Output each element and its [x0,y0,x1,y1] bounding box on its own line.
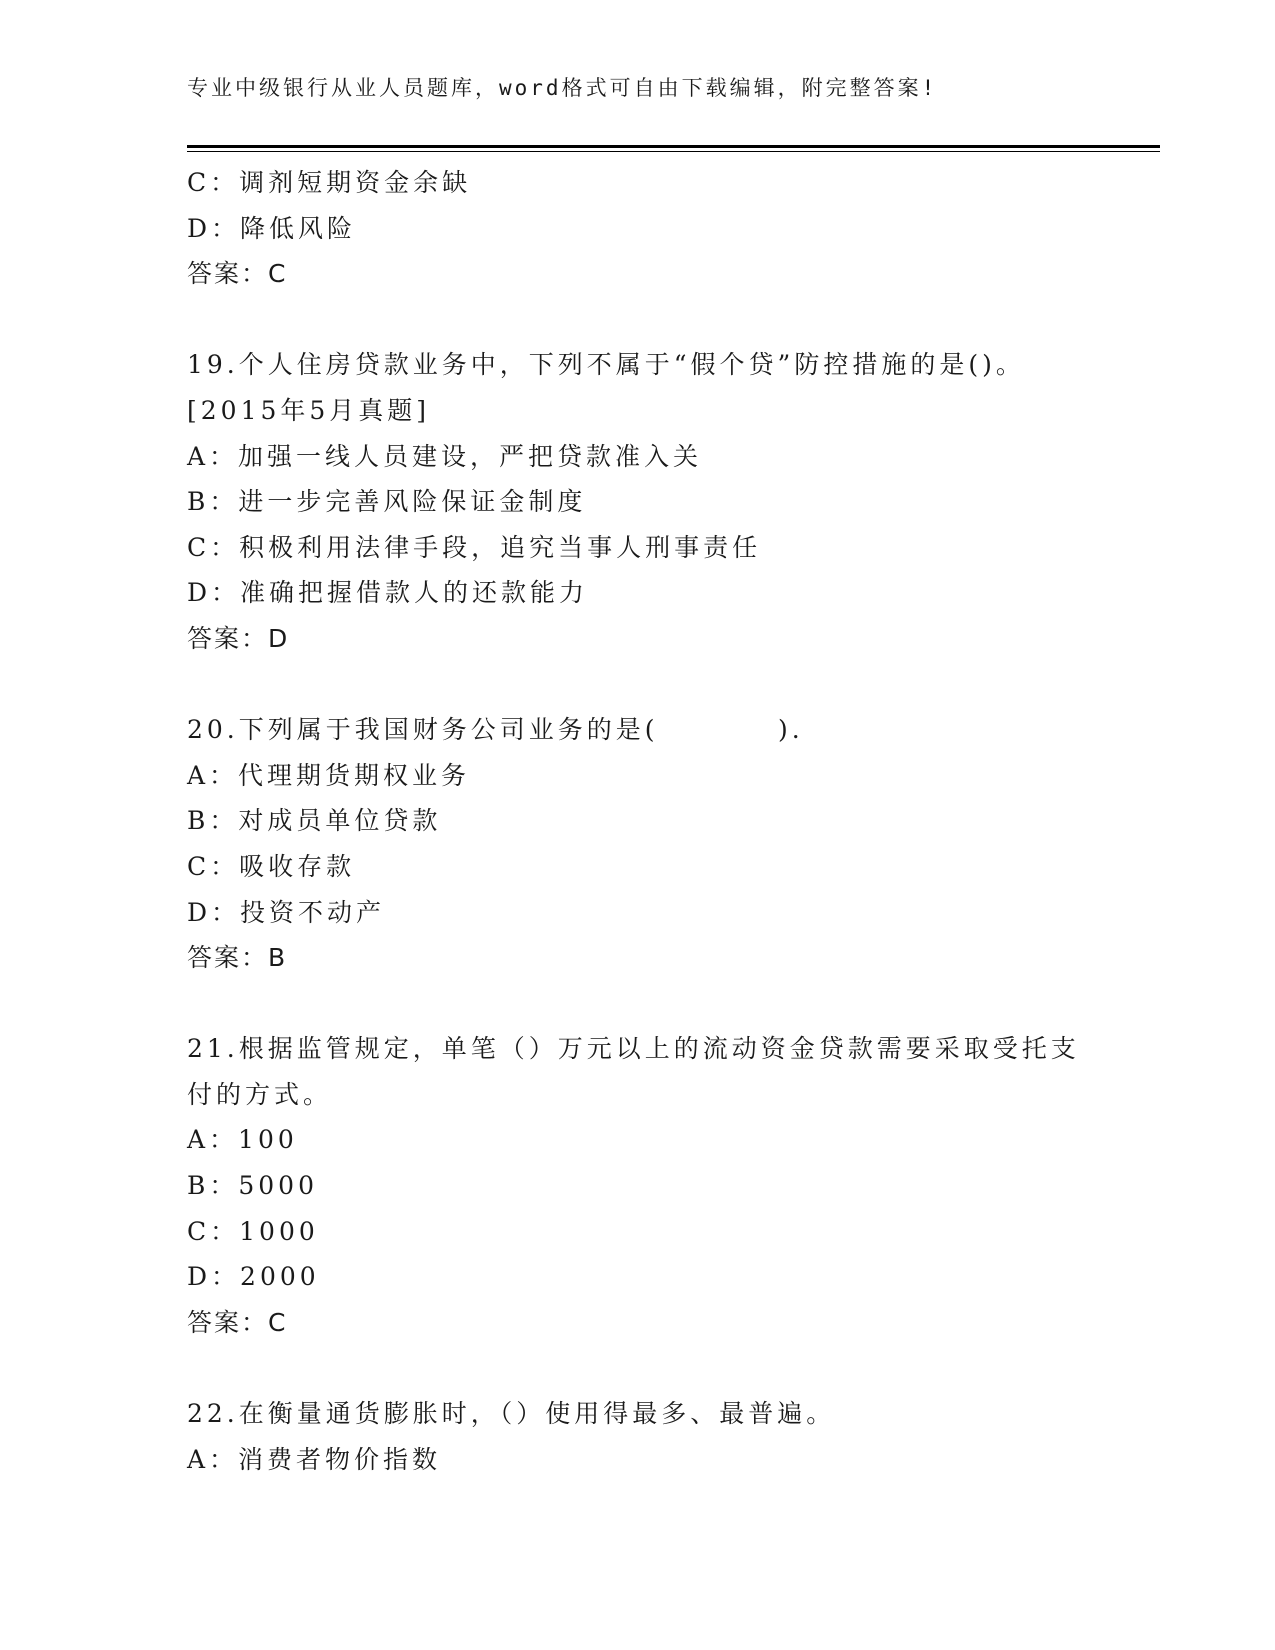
document-body [187,160,1087,1482]
option-line: B：对成员单位贷款 [187,806,442,836]
option-line: D：2000 [187,1262,320,1292]
spacer [187,1345,1087,1391]
header-rule-thin [187,151,1160,152]
spacer [187,297,1087,343]
question-stem: [2015年5月真题] [187,395,431,425]
answer-line: 答案：D [187,623,290,653]
option-line: A：消费者物价指数 [187,1444,442,1474]
answer-line: 答案：C [187,259,288,289]
question-stem: 19.个人住房贷款业务中，下列不属于“假个贷”防控措施的是()。 [187,350,1025,380]
answer-line: 答案：B [187,943,288,973]
option-line: C：吸收存款 [187,851,356,881]
spacer [187,981,1087,1027]
question-stem: 付的方式。 [187,1079,333,1109]
option-line: D：投资不动产 [187,897,386,927]
option-line: C：调剂短期资金余缺 [187,168,472,197]
option-line: B：5000 [187,1171,318,1201]
option-line: C：1000 [187,1216,319,1246]
option-line: A：加强一线人员建设，严把贷款准入关 [187,441,703,471]
option-line: D：准确把握借款人的还款能力 [187,578,589,608]
header-rule-thick [187,145,1160,148]
option-line: A：100 [187,1125,298,1155]
option-line: C：积极利用法律手段，追究当事人刑事责任 [187,532,762,562]
question-stem: 20.下列属于我国财务公司业务的是( ). [187,715,804,745]
option-line: D：降低风险 [187,213,357,243]
question-stem: 22.在衡量通货膨胀时，（）使用得最多、最普遍。 [187,1399,836,1429]
page-header: 专业中级银行从业人员题库，word格式可自由下载编辑，附完整答案! [187,76,938,100]
option-line: A：代理期货期权业务 [187,760,471,790]
spacer [187,662,1087,708]
answer-line: 答案：C [187,1307,288,1337]
question-stem: 21.根据监管规定，单笔（）万元以上的流动资金贷款需要采取受托支 [187,1034,1080,1064]
option-line: B：进一步完善风险保证金制度 [187,487,587,517]
